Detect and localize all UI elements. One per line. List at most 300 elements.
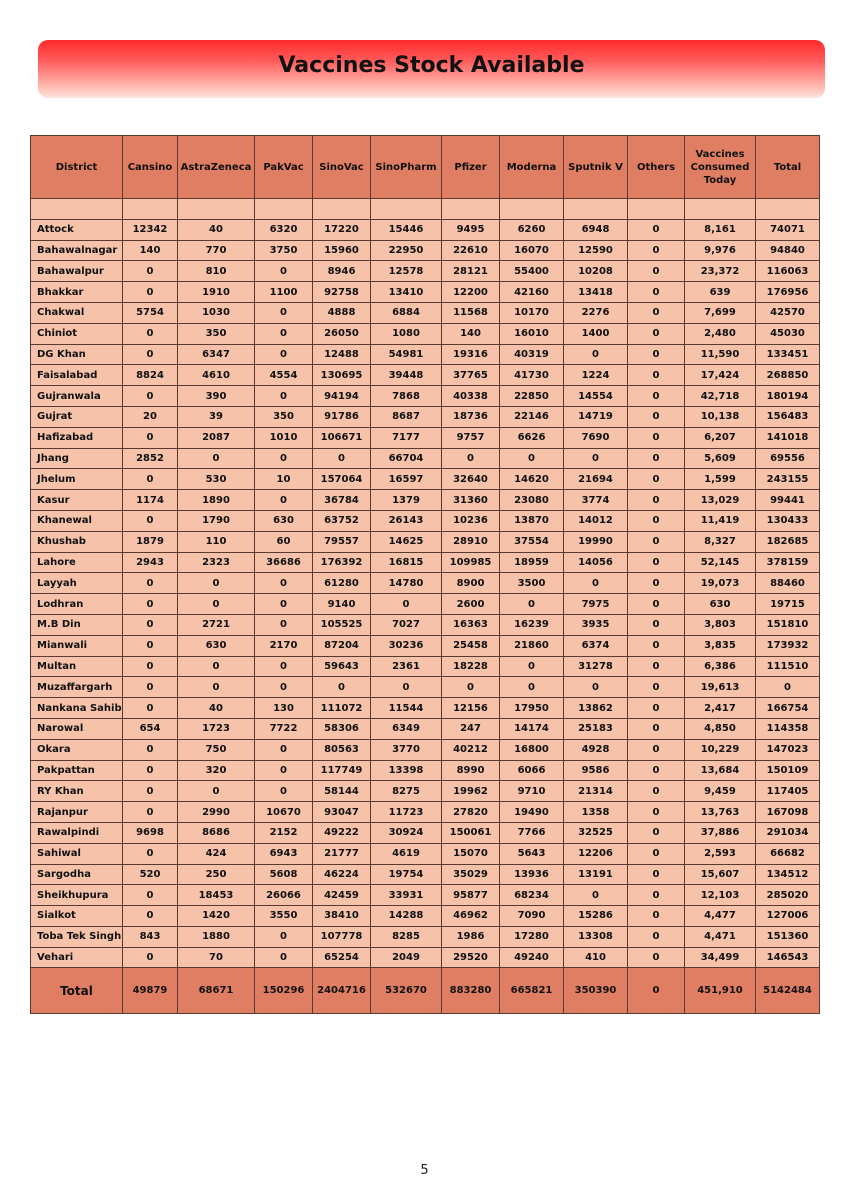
value-cell: 91786	[313, 406, 371, 427]
value-cell: 8946	[313, 261, 371, 282]
value-cell: 26050	[313, 323, 371, 344]
value-cell: 0	[564, 573, 628, 594]
total-cell: 350390	[564, 968, 628, 1014]
value-cell: 26066	[255, 885, 313, 906]
value-cell: 0	[628, 469, 685, 490]
value-cell: 6626	[500, 427, 564, 448]
value-cell: 4,471	[685, 926, 756, 947]
table-row	[31, 843, 820, 864]
value-cell: 0	[255, 573, 313, 594]
district-cell: Okara	[31, 739, 123, 760]
value-cell: 0	[628, 802, 685, 823]
value-cell: 11,419	[685, 510, 756, 531]
value-cell: 0	[255, 656, 313, 677]
value-cell: 23080	[500, 490, 564, 511]
spacer-cell	[500, 199, 564, 220]
column-header: Pfizer	[442, 136, 500, 199]
value-cell: 9495	[442, 219, 500, 240]
value-cell: 0	[628, 822, 685, 843]
value-cell: 1420	[178, 906, 255, 927]
value-cell: 95877	[442, 885, 500, 906]
table-row	[31, 406, 820, 427]
column-header: District	[31, 136, 123, 199]
value-cell: 150061	[442, 822, 500, 843]
value-cell: 12590	[564, 240, 628, 261]
value-cell: 55400	[500, 261, 564, 282]
district-cell: Attock	[31, 219, 123, 240]
district-cell: Sahiwal	[31, 843, 123, 864]
column-header: PakVac	[255, 136, 313, 199]
value-cell: 12342	[123, 219, 178, 240]
value-cell: 3770	[371, 739, 442, 760]
spacer-cell	[255, 199, 313, 220]
value-cell: 36784	[313, 490, 371, 511]
title-banner	[38, 40, 825, 98]
value-cell: 42,718	[685, 386, 756, 407]
value-cell: 15286	[564, 906, 628, 927]
value-cell: 0	[255, 323, 313, 344]
district-cell: Layyah	[31, 573, 123, 594]
table-row	[31, 614, 820, 635]
value-cell: 630	[685, 594, 756, 615]
value-cell: 0	[564, 448, 628, 469]
total-cell: 0	[628, 968, 685, 1014]
value-cell: 27820	[442, 802, 500, 823]
value-cell: 13398	[371, 760, 442, 781]
value-cell: 0	[500, 656, 564, 677]
value-cell: 10236	[442, 510, 500, 531]
value-cell: 7,699	[685, 302, 756, 323]
value-cell: 9710	[500, 781, 564, 802]
value-cell: 40212	[442, 739, 500, 760]
value-cell: 0	[255, 344, 313, 365]
value-cell: 0	[628, 282, 685, 303]
value-cell: 70	[178, 947, 255, 968]
value-cell: 9140	[313, 594, 371, 615]
column-header: Moderna	[500, 136, 564, 199]
district-cell: Lodhran	[31, 594, 123, 615]
column-header: Others	[628, 136, 685, 199]
value-cell: 0	[628, 926, 685, 947]
value-cell: 10670	[255, 802, 313, 823]
value-cell: 45030	[756, 323, 820, 344]
value-cell: 2721	[178, 614, 255, 635]
value-cell: 4888	[313, 302, 371, 323]
value-cell: 69556	[756, 448, 820, 469]
value-cell: 20	[123, 406, 178, 427]
value-cell: 30236	[371, 635, 442, 656]
district-cell: Sargodha	[31, 864, 123, 885]
value-cell: 13,684	[685, 760, 756, 781]
value-cell: 37765	[442, 365, 500, 386]
value-cell: 7090	[500, 906, 564, 927]
value-cell: 0	[500, 594, 564, 615]
table-header-row	[31, 136, 820, 199]
value-cell: 0	[756, 677, 820, 698]
value-cell: 0	[442, 677, 500, 698]
value-cell: 40338	[442, 386, 500, 407]
column-header: AstraZeneca	[178, 136, 255, 199]
value-cell: 0	[628, 531, 685, 552]
value-cell: 1358	[564, 802, 628, 823]
value-cell: 40	[178, 219, 255, 240]
value-cell: 350	[255, 406, 313, 427]
value-cell: 21777	[313, 843, 371, 864]
spacer-cell	[685, 199, 756, 220]
value-cell: 0	[628, 698, 685, 719]
spacer-cell	[628, 199, 685, 220]
value-cell: 65254	[313, 947, 371, 968]
value-cell: 58306	[313, 718, 371, 739]
value-cell: 0	[371, 594, 442, 615]
value-cell: 0	[123, 282, 178, 303]
value-cell: 0	[123, 885, 178, 906]
district-cell: Pakpattan	[31, 760, 123, 781]
value-cell: 0	[123, 614, 178, 635]
value-cell: 11723	[371, 802, 442, 823]
value-cell: 2990	[178, 802, 255, 823]
value-cell: 130695	[313, 365, 371, 386]
district-cell: Mianwali	[31, 635, 123, 656]
table-row	[31, 677, 820, 698]
value-cell: 46962	[442, 906, 500, 927]
table-total-row	[31, 968, 820, 1014]
value-cell: 14620	[500, 469, 564, 490]
value-cell: 0	[628, 656, 685, 677]
value-cell: 26143	[371, 510, 442, 531]
value-cell: 58144	[313, 781, 371, 802]
value-cell: 0	[123, 698, 178, 719]
value-cell: 42459	[313, 885, 371, 906]
value-cell: 16010	[500, 323, 564, 344]
value-cell: 13,029	[685, 490, 756, 511]
value-cell: 19715	[756, 594, 820, 615]
value-cell: 0	[255, 386, 313, 407]
value-cell: 42160	[500, 282, 564, 303]
value-cell: 140	[123, 240, 178, 261]
spacer-cell	[442, 199, 500, 220]
value-cell: 22850	[500, 386, 564, 407]
value-cell: 291034	[756, 822, 820, 843]
value-cell: 151360	[756, 926, 820, 947]
district-cell: Khushab	[31, 531, 123, 552]
value-cell: 0	[628, 885, 685, 906]
value-cell: 180194	[756, 386, 820, 407]
value-cell: 0	[123, 739, 178, 760]
table-row	[31, 282, 820, 303]
value-cell: 0	[123, 594, 178, 615]
value-cell: 0	[500, 677, 564, 698]
page-title: Vaccines Stock Available	[278, 52, 585, 78]
value-cell: 0	[255, 926, 313, 947]
value-cell: 12488	[313, 344, 371, 365]
value-cell: 32525	[564, 822, 628, 843]
value-cell: 3935	[564, 614, 628, 635]
value-cell: 176392	[313, 552, 371, 573]
value-cell: 530	[178, 469, 255, 490]
district-cell: Jhelum	[31, 469, 123, 490]
value-cell: 0	[178, 448, 255, 469]
value-cell: 639	[685, 282, 756, 303]
value-cell: 19,073	[685, 573, 756, 594]
value-cell: 13936	[500, 864, 564, 885]
value-cell: 1910	[178, 282, 255, 303]
spacer-cell	[313, 199, 371, 220]
value-cell: 151810	[756, 614, 820, 635]
value-cell: 0	[178, 594, 255, 615]
value-cell: 9757	[442, 427, 500, 448]
value-cell: 147023	[756, 739, 820, 760]
value-cell: 19490	[500, 802, 564, 823]
value-cell: 13308	[564, 926, 628, 947]
value-cell: 16363	[442, 614, 500, 635]
value-cell: 11544	[371, 698, 442, 719]
column-header: SinoVac	[313, 136, 371, 199]
value-cell: 59643	[313, 656, 371, 677]
value-cell: 1400	[564, 323, 628, 344]
value-cell: 0	[123, 906, 178, 927]
value-cell: 0	[255, 739, 313, 760]
value-cell: 2,480	[685, 323, 756, 344]
value-cell: 12206	[564, 843, 628, 864]
district-cell: Faisalabad	[31, 365, 123, 386]
total-cell: 2404716	[313, 968, 371, 1014]
value-cell: 410	[564, 947, 628, 968]
value-cell: 46224	[313, 864, 371, 885]
value-cell: 8,327	[685, 531, 756, 552]
value-cell: 0	[123, 947, 178, 968]
table-row	[31, 448, 820, 469]
value-cell: 5754	[123, 302, 178, 323]
value-cell: 13191	[564, 864, 628, 885]
district-cell: Lahore	[31, 552, 123, 573]
value-cell: 1890	[178, 490, 255, 511]
value-cell: 18228	[442, 656, 500, 677]
district-cell: Bhakkar	[31, 282, 123, 303]
district-cell: Sheikhupura	[31, 885, 123, 906]
value-cell: 0	[123, 427, 178, 448]
value-cell: 14012	[564, 510, 628, 531]
value-cell: 15070	[442, 843, 500, 864]
district-cell: Jhang	[31, 448, 123, 469]
value-cell: 6374	[564, 635, 628, 656]
value-cell: 0	[123, 760, 178, 781]
value-cell: 25458	[442, 635, 500, 656]
value-cell: 31278	[564, 656, 628, 677]
value-cell: 7177	[371, 427, 442, 448]
value-cell: 14625	[371, 531, 442, 552]
value-cell: 17280	[500, 926, 564, 947]
value-cell: 111072	[313, 698, 371, 719]
value-cell: 1790	[178, 510, 255, 531]
value-cell: 0	[628, 365, 685, 386]
value-cell: 11568	[442, 302, 500, 323]
total-cell: 532670	[371, 968, 442, 1014]
value-cell: 22610	[442, 240, 500, 261]
table-row	[31, 635, 820, 656]
value-cell: 0	[442, 448, 500, 469]
value-cell: 4610	[178, 365, 255, 386]
value-cell: 0	[628, 323, 685, 344]
value-cell: 0	[628, 219, 685, 240]
value-cell: 13410	[371, 282, 442, 303]
value-cell: 0	[628, 510, 685, 531]
value-cell: 1986	[442, 926, 500, 947]
district-cell: Vehari	[31, 947, 123, 968]
value-cell: 19,613	[685, 677, 756, 698]
value-cell: 37554	[500, 531, 564, 552]
value-cell: 6948	[564, 219, 628, 240]
district-cell: Kasur	[31, 490, 123, 511]
value-cell: 37,886	[685, 822, 756, 843]
value-cell: 520	[123, 864, 178, 885]
column-header: SinoPharm	[371, 136, 442, 199]
value-cell: 7722	[255, 718, 313, 739]
value-cell: 66704	[371, 448, 442, 469]
value-cell: 182685	[756, 531, 820, 552]
table-row	[31, 698, 820, 719]
table-row	[31, 885, 820, 906]
value-cell: 7690	[564, 427, 628, 448]
value-cell: 4928	[564, 739, 628, 760]
value-cell: 0	[628, 739, 685, 760]
value-cell: 23,372	[685, 261, 756, 282]
value-cell: 9,976	[685, 240, 756, 261]
value-cell: 1723	[178, 718, 255, 739]
value-cell: 0	[255, 781, 313, 802]
value-cell: 36686	[255, 552, 313, 573]
value-cell: 0	[628, 448, 685, 469]
value-cell: 285020	[756, 885, 820, 906]
value-cell: 130	[255, 698, 313, 719]
table-row	[31, 261, 820, 282]
value-cell: 2049	[371, 947, 442, 968]
value-cell: 166754	[756, 698, 820, 719]
value-cell: 1,599	[685, 469, 756, 490]
value-cell: 2852	[123, 448, 178, 469]
table-row	[31, 864, 820, 885]
value-cell: 0	[628, 718, 685, 739]
value-cell: 79557	[313, 531, 371, 552]
value-cell: 0	[255, 614, 313, 635]
table-row	[31, 552, 820, 573]
value-cell: 0	[628, 677, 685, 698]
value-cell: 176956	[756, 282, 820, 303]
value-cell: 34,499	[685, 947, 756, 968]
table-row	[31, 427, 820, 448]
value-cell: 5643	[500, 843, 564, 864]
value-cell: 1880	[178, 926, 255, 947]
value-cell: 21860	[500, 635, 564, 656]
value-cell: 0	[628, 573, 685, 594]
district-cell: Bahawalpur	[31, 261, 123, 282]
value-cell: 106671	[313, 427, 371, 448]
total-cell: 5142484	[756, 968, 820, 1014]
value-cell: 0	[178, 656, 255, 677]
value-cell: 2276	[564, 302, 628, 323]
value-cell: 14554	[564, 386, 628, 407]
value-cell: 770	[178, 240, 255, 261]
value-cell: 0	[628, 344, 685, 365]
value-cell: 19962	[442, 781, 500, 802]
value-cell: 93047	[313, 802, 371, 823]
value-cell: 18453	[178, 885, 255, 906]
table-row	[31, 822, 820, 843]
value-cell: 3,835	[685, 635, 756, 656]
value-cell: 0	[628, 302, 685, 323]
value-cell: 6066	[500, 760, 564, 781]
value-cell: 8990	[442, 760, 500, 781]
value-cell: 4,477	[685, 906, 756, 927]
total-cell: 665821	[500, 968, 564, 1014]
value-cell: 54981	[371, 344, 442, 365]
value-cell: 630	[255, 510, 313, 531]
value-cell: 105525	[313, 614, 371, 635]
table-row	[31, 718, 820, 739]
value-cell: 250	[178, 864, 255, 885]
value-cell: 0	[255, 490, 313, 511]
column-header: Vaccines Consumed Today	[685, 136, 756, 199]
value-cell: 42570	[756, 302, 820, 323]
value-cell: 17950	[500, 698, 564, 719]
table-row	[31, 947, 820, 968]
value-cell: 146543	[756, 947, 820, 968]
table-row	[31, 219, 820, 240]
table-row	[31, 386, 820, 407]
value-cell: 16597	[371, 469, 442, 490]
value-cell: 0	[255, 302, 313, 323]
value-cell: 6884	[371, 302, 442, 323]
value-cell: 10	[255, 469, 313, 490]
value-cell: 35029	[442, 864, 500, 885]
value-cell: 630	[178, 635, 255, 656]
value-cell: 68234	[500, 885, 564, 906]
spacer-cell	[371, 199, 442, 220]
value-cell: 0	[123, 656, 178, 677]
value-cell: 87204	[313, 635, 371, 656]
table-row	[31, 739, 820, 760]
page-number: 5	[420, 1163, 429, 1178]
table-row	[31, 344, 820, 365]
total-cell: 68671	[178, 968, 255, 1014]
value-cell: 0	[255, 261, 313, 282]
spacer-cell	[564, 199, 628, 220]
value-cell: 2943	[123, 552, 178, 573]
value-cell: 10,138	[685, 406, 756, 427]
district-cell: Rajanpur	[31, 802, 123, 823]
value-cell: 1010	[255, 427, 313, 448]
value-cell: 7975	[564, 594, 628, 615]
value-cell: 2152	[255, 822, 313, 843]
value-cell: 0	[123, 344, 178, 365]
value-cell: 2323	[178, 552, 255, 573]
value-cell: 0	[123, 843, 178, 864]
table-row	[31, 531, 820, 552]
value-cell: 0	[123, 635, 178, 656]
value-cell: 424	[178, 843, 255, 864]
value-cell: 0	[628, 906, 685, 927]
value-cell: 750	[178, 739, 255, 760]
value-cell: 0	[123, 677, 178, 698]
value-cell: 8900	[442, 573, 500, 594]
value-cell: 14719	[564, 406, 628, 427]
table-row	[31, 594, 820, 615]
value-cell: 2087	[178, 427, 255, 448]
value-cell: 0	[313, 677, 371, 698]
value-cell: 6943	[255, 843, 313, 864]
table-row	[31, 240, 820, 261]
table-row	[31, 490, 820, 511]
